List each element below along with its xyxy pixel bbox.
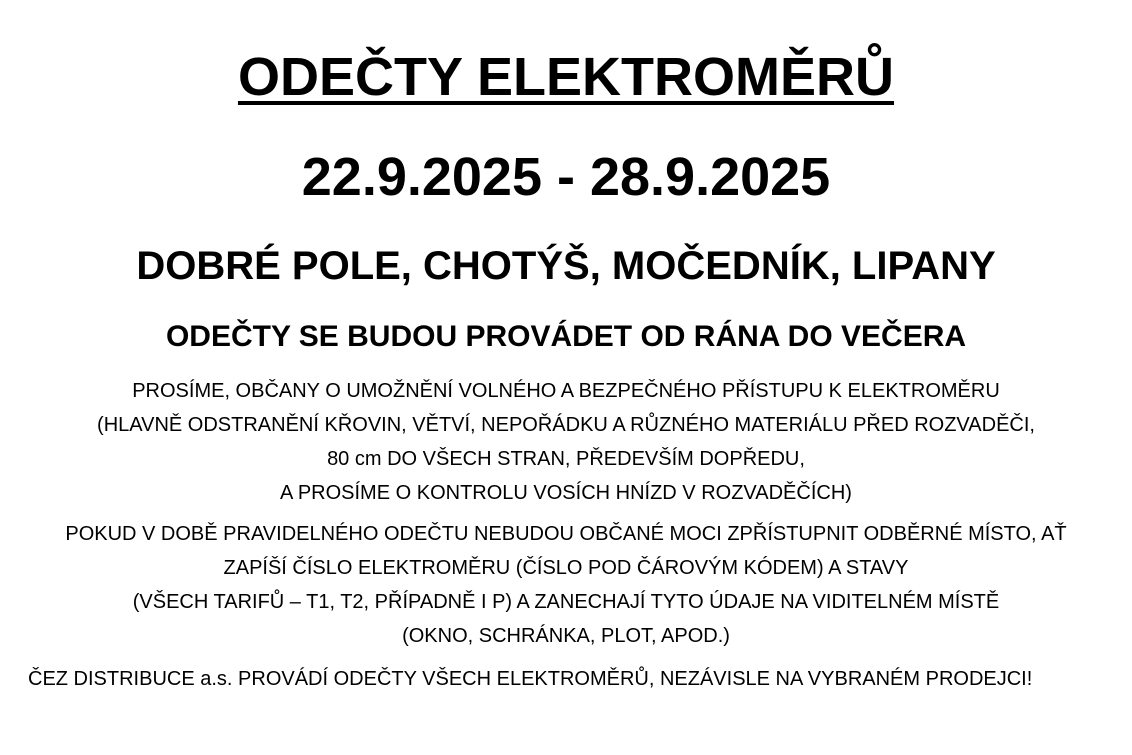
schedule-subtitle: ODEČTY SE BUDOU PROVÁDET OD RÁNA DO VEČERA <box>165 320 967 353</box>
locations-heading: DOBRÉ POLE, CHOTÝŠ, MOČEDNÍK, LIPANY <box>136 244 996 288</box>
paragraph-line: A PROSÍME O KONTROLU VOSÍCH HNÍZD V ROZVADĚČÍCH) <box>280 482 852 504</box>
paragraph-line: ZAPÍŠÍ ČÍSLO ELEKTROMĚRU (ČÍSLO POD ČÁROVÝM KÓDEM) A STAVY <box>223 557 909 579</box>
paragraph-line: (HLAVNĚ ODSTRANĚNÍ KŘOVIN, VĚTVÍ, NEPOŘÁDKU A RŮZNÉHO MATERIÁLU PŘED ROZVADĚČI, <box>97 414 1035 436</box>
access-request-paragraph <box>0 374 1132 510</box>
paragraph-line: (VŠECH TARIFŮ – T1, T2, PŘÍPADNĚ I P) A ZANECHAJÍ TYTO ÚDAJE NA VIDITELNÉM MÍSTĚ <box>132 591 1000 613</box>
paragraph-line: POKUD V DOBĚ PRAVIDELNÉHO ODEČTU NEBUDOU OBČANÉ MOCI ZPŘÍSTUPNIT ODBĚRNÉ MÍSTO, AŤ <box>65 523 1067 545</box>
notice-title <box>0 44 1132 110</box>
self-reading-paragraph <box>0 517 1132 653</box>
date-range: 22.9.2025 - 28.9.2025 <box>301 147 831 207</box>
paragraph-line: PROSÍME, OBČANY O UMOŽNĚNÍ VOLNÉHO A BEZPEČNÉHO PŘÍSTUPU K ELEKTROMĚRU <box>132 380 1000 402</box>
notice-title-text: ODEČTY ELEKTROMĚRŮ <box>237 47 895 107</box>
paragraph-line: (OKNO, SCHRÁNKA, PLOT, APOD.) <box>402 625 730 647</box>
paragraph-line: 80 cm DO VŠECH STRAN, PŘEDEVŠÍM DOPŘEDU, <box>327 448 805 470</box>
footer-note: ČEZ DISTRIBUCE a.s. PROVÁDÍ ODEČTY VŠECH ELEKTROMĚRŮ, NEZÁVISLE NA VYBRANÉM PRODEJCI! <box>28 668 1033 690</box>
